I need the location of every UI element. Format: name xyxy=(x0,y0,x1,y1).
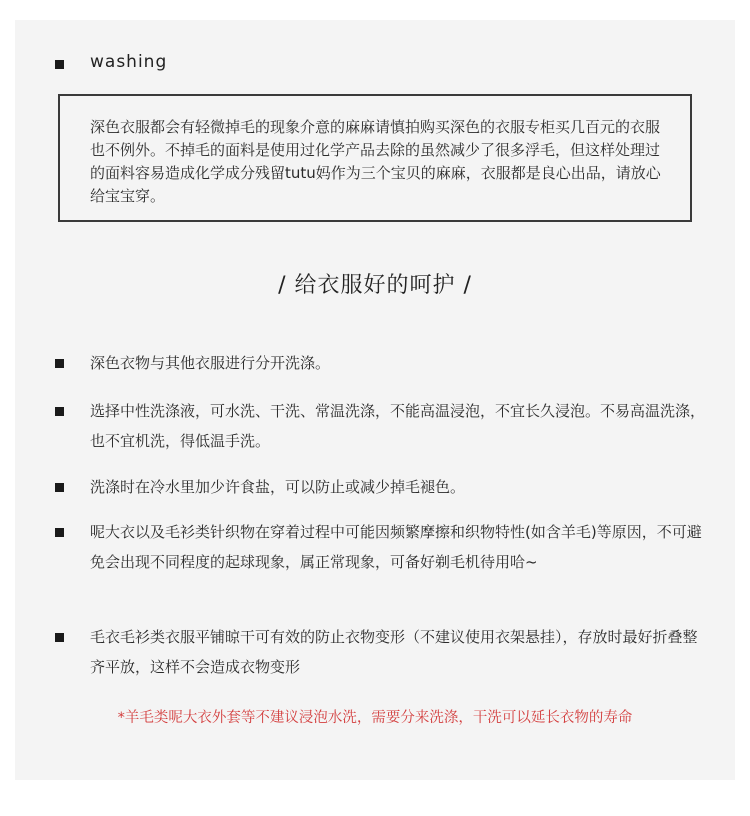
header-bullet xyxy=(55,60,64,69)
care-item-4: 呢大衣以及毛衫类针织物在穿着过程中可能因频繁摩擦和织物特性(如含羊毛)等原因，不可避免会出现不同程度的起球现象，属正常现象，可备好剃毛机待用哈~ xyxy=(90,523,702,571)
care-item-1: 深色衣物与其他衣服进行分开洗涤。 xyxy=(90,354,331,372)
list-bullet xyxy=(55,407,64,416)
care-item-2: 选择中性洗涤液，可水洗、干洗、常温洗涤，不能高温浸泡，不宜长久浸泡。不易高温洗涤，也不宜机洗，得低温手洗。 xyxy=(90,402,706,450)
list-bullet xyxy=(55,483,64,492)
care-section-title: / 给衣服好的呵护 / xyxy=(278,273,472,298)
notice-text: 深色衣服都会有轻微掉毛的现象介意的麻麻请慎拍购买深色的衣服专柜买几百元的衣服也不例外。不掉毛的面料是使用过化学产品去除的虽然减少了很多浮毛，但这样处理过的面料容易造成化学成分残留tutu妈作为三个宝贝的麻麻，衣服都是良心出品，请放心给宝宝穿。 xyxy=(90,118,661,205)
list-bullet xyxy=(55,528,64,537)
list-bullet xyxy=(55,359,64,368)
list-bullet xyxy=(55,633,64,642)
section-header-washing: washing xyxy=(90,52,168,72)
notice-box xyxy=(58,94,692,222)
care-footnote: *羊毛类呢大衣外套等不建议浸泡水洗，需要分来洗涤，干洗可以延长衣物的寿命 xyxy=(117,710,633,726)
care-item-5: 毛衣毛衫类衣服平铺晾干可有效的防止衣物变形（不建议使用衣架悬挂），存放时最好折叠整齐平放，这样不会造成衣物变形 xyxy=(90,628,698,676)
care-item-3: 洗涤时在冷水里加少许食盐，可以防止或减少掉毛褪色。 xyxy=(90,478,466,496)
